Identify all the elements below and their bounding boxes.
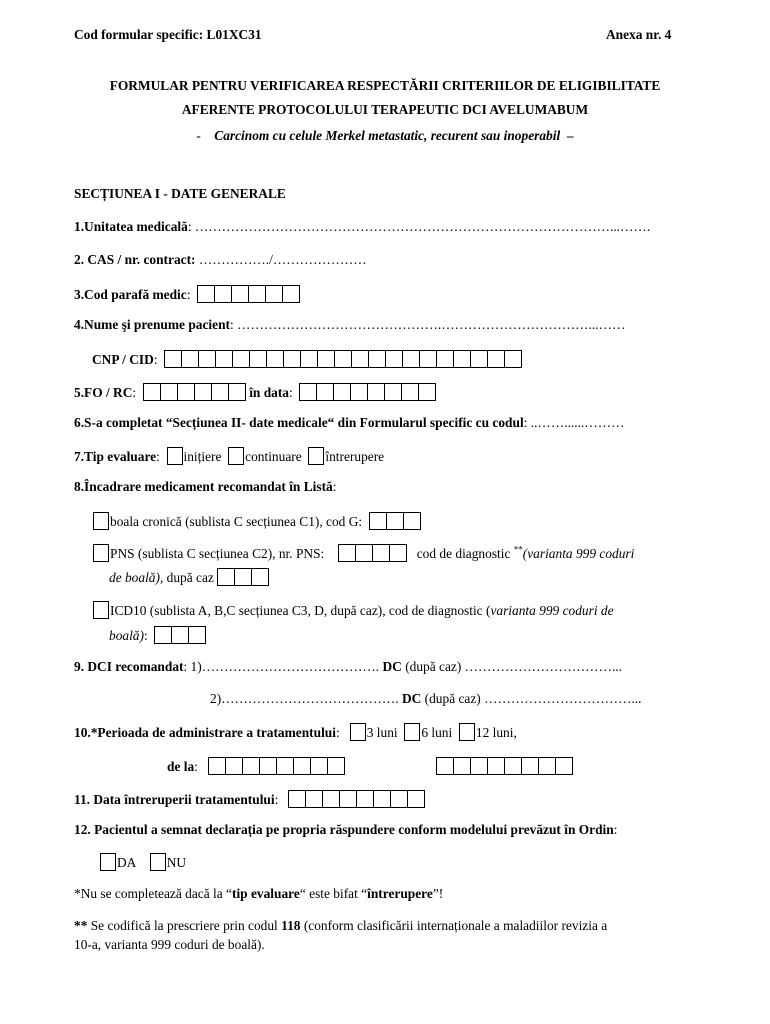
input-box[interactable] <box>198 285 215 303</box>
input-box[interactable] <box>250 350 267 368</box>
input-box[interactable] <box>283 285 300 303</box>
input-box[interactable] <box>539 757 556 775</box>
option-label: întrerupere <box>325 449 385 464</box>
input-box[interactable] <box>356 544 373 562</box>
input-box[interactable] <box>284 350 301 368</box>
note-text: tip evaluare <box>232 886 300 901</box>
variant-note: de boală) <box>109 570 160 585</box>
field-treatment-period: 10.*Perioada de administrare a tratamentului: 3 luni 6 luni 12 luni, <box>74 725 517 740</box>
subtitle-prefix: - <box>196 128 201 143</box>
doctor-code-boxes[interactable] <box>197 285 300 303</box>
field-label: 4.Nume şi prenume pacient <box>74 317 230 332</box>
option-icd10-line2: boală): <box>109 626 206 644</box>
subtitle-text: Carcinom cu celule Merkel metastatic, recurent sau inoperabil <box>214 128 561 143</box>
option-chronic-disease <box>93 512 421 530</box>
field-label: 8.Încadrare medicament recomandat în Listă <box>74 479 333 494</box>
icd10-code-boxes[interactable] <box>154 626 206 644</box>
input-box[interactable] <box>335 350 352 368</box>
input-box[interactable] <box>391 790 408 808</box>
checkbox-icd10[interactable] <box>93 601 109 619</box>
input-box[interactable] <box>266 285 283 303</box>
input-box[interactable] <box>294 757 311 775</box>
form-subtitle <box>0 128 770 144</box>
fo-date-boxes[interactable] <box>299 383 436 401</box>
input-box[interactable] <box>215 285 232 303</box>
option-pns <box>93 544 634 562</box>
input-box[interactable] <box>229 383 246 401</box>
checkbox-yes[interactable] <box>100 853 116 871</box>
footnote-1 <box>74 886 443 902</box>
option-label: boala cronică (sublista C secțiunea C1), cod G: <box>110 514 363 529</box>
input-box[interactable] <box>232 285 249 303</box>
input-box[interactable] <box>317 383 334 401</box>
input-box[interactable] <box>172 626 189 644</box>
field-patient-declaration: 12. Pacientul a semnat declarația pe propria răspundere conform modelului prevăzut în Ordin: <box>74 822 618 837</box>
field-medical-unit <box>74 219 650 235</box>
input-box[interactable] <box>386 350 403 368</box>
field-list-classification: 8.Încadrare medicament recomandat în Listă: <box>74 479 337 494</box>
field-recommended-dci-1 <box>74 659 622 675</box>
field-period-from: de la: <box>167 757 345 775</box>
note-text: ** <box>74 918 88 933</box>
checkbox-intrerupere[interactable] <box>308 447 324 465</box>
input-box[interactable] <box>408 790 425 808</box>
checkbox-3-months[interactable] <box>350 723 366 741</box>
input-box[interactable] <box>334 383 351 401</box>
annex-number: Anexa nr. 4 <box>606 27 672 42</box>
checkbox-6-months[interactable] <box>404 723 420 741</box>
note-text: “ este bifat “ <box>299 886 368 901</box>
declaration-options <box>100 853 186 871</box>
footnote-2-line2: 10-a, varianta 999 coduri de boală). <box>74 937 265 952</box>
option-label: inițiere <box>183 449 222 464</box>
form-code: Cod formular specific: L01XC31 <box>74 27 262 42</box>
input-box[interactable] <box>368 383 385 401</box>
checkbox-no[interactable] <box>150 853 166 871</box>
note-text: întrerupere <box>367 886 433 901</box>
footnote-2 <box>74 918 607 934</box>
input-box[interactable] <box>419 383 436 401</box>
note-text: *Nu se completează dacă la “ <box>74 886 232 901</box>
variant-note: (varianta 999 coduri <box>522 546 635 561</box>
checkbox-initiere[interactable] <box>167 447 183 465</box>
input-box[interactable] <box>243 757 260 775</box>
input-box[interactable] <box>233 350 250 368</box>
field-label: 3.Cod parafă medic <box>74 287 187 302</box>
checkbox-pns[interactable] <box>93 544 109 562</box>
input-box[interactable] <box>209 757 226 775</box>
input-box[interactable] <box>182 350 199 368</box>
input-box[interactable] <box>385 383 402 401</box>
input-box[interactable] <box>390 544 407 562</box>
note-text: 118 <box>281 918 301 933</box>
field-patient-name <box>74 317 625 333</box>
input-box[interactable] <box>522 757 539 775</box>
input-box[interactable] <box>351 383 368 401</box>
section-heading: SECȚIUNEA I - DATE GENERALE <box>74 186 286 201</box>
input-box[interactable] <box>155 626 172 644</box>
input-box[interactable] <box>471 350 488 368</box>
input-box[interactable] <box>420 350 437 368</box>
input-box[interactable] <box>323 790 340 808</box>
field-section2-code <box>74 415 624 431</box>
field-cas-contract <box>74 252 367 268</box>
input-box[interactable] <box>301 350 318 368</box>
input-box[interactable] <box>339 544 356 562</box>
input-box[interactable] <box>454 757 471 775</box>
footnote-mark: ** <box>513 544 523 555</box>
input-box[interactable] <box>277 757 294 775</box>
input-box[interactable] <box>488 757 505 775</box>
field-doctor-stamp-code: 3.Cod parafă medic: <box>74 285 300 303</box>
input-box[interactable] <box>318 350 335 368</box>
input-box[interactable] <box>328 757 345 775</box>
input-box[interactable] <box>402 383 419 401</box>
input-box[interactable] <box>144 383 161 401</box>
cnp-boxes[interactable] <box>164 350 522 368</box>
fill-line[interactable]: (după caz) ……………………………... <box>421 691 642 706</box>
input-box[interactable] <box>226 757 243 775</box>
field-label: 1.Unitatea medicală <box>74 219 188 234</box>
input-box[interactable] <box>471 757 488 775</box>
input-box[interactable] <box>300 383 317 401</box>
dc-label: DC <box>382 659 402 674</box>
field-label: 12. Pacientul a semnat declarația pe propria răspundere conform modelului prevăzut în Ordin <box>74 822 614 837</box>
option-label: NU <box>166 855 187 870</box>
start-date-boxes[interactable] <box>208 757 345 775</box>
as-case-label: , după caz <box>159 570 214 585</box>
field-label: 5.FO / RC <box>74 385 133 400</box>
input-box[interactable] <box>289 790 306 808</box>
field-label: 11. Data întreruperii tratamentului <box>74 792 275 807</box>
form-title-line1: FORMULAR PENTRU VERIFICAREA RESPECTĂRII CRITERIILOR DE ELIGIBILITATE <box>109 78 661 93</box>
option-label: ICD10 (sublista A, B,C secțiunea C3, D, după caz), cod de diagnostic ( <box>110 603 491 618</box>
fill-line[interactable]: (după caz) ……………………………... <box>401 659 623 674</box>
option-icd10 <box>93 601 614 619</box>
fill-line[interactable]: : 1)…………………………………. <box>183 659 380 674</box>
field-cnp: CNP / CID: <box>92 350 522 368</box>
input-box[interactable] <box>437 757 454 775</box>
input-box[interactable] <box>373 544 390 562</box>
input-box[interactable] <box>195 383 212 401</box>
input-box[interactable] <box>404 512 421 530</box>
field-label: CNP / CID <box>92 352 154 367</box>
option-label: 12 luni, <box>475 725 517 740</box>
input-box[interactable] <box>189 626 206 644</box>
option-label: PNS (sublista C secțiunea C2), nr. PNS: <box>110 546 325 561</box>
field-fo-rc: 5.FO / RC: în data: <box>74 383 436 401</box>
field-label: 2. CAS / nr. contract: <box>74 252 196 267</box>
option-label: DA <box>117 855 137 870</box>
variant-note: boală) <box>109 628 144 643</box>
checkbox-chronic-disease[interactable] <box>93 512 109 530</box>
input-box[interactable] <box>311 757 328 775</box>
fill-line[interactable]: ……………./………………… <box>195 252 367 267</box>
note-text: (conform clasificării internaționale a maladiilor revizia a <box>300 918 608 933</box>
input-box[interactable] <box>340 790 357 808</box>
field-interruption-date: 11. Data întreruperii tratamentului: <box>74 790 425 808</box>
input-box[interactable] <box>212 383 229 401</box>
variant-note: varianta 999 coduri de <box>490 603 614 618</box>
field-period-to <box>436 757 573 775</box>
input-box[interactable] <box>161 383 178 401</box>
end-date-boxes[interactable] <box>436 757 573 775</box>
input-box[interactable] <box>252 568 269 586</box>
input-box[interactable] <box>556 757 573 775</box>
input-box[interactable] <box>488 350 505 368</box>
input-box[interactable] <box>437 350 454 368</box>
input-box[interactable] <box>216 350 233 368</box>
input-box[interactable] <box>403 350 420 368</box>
checkbox-continuare[interactable] <box>228 447 244 465</box>
option-pns-line2 <box>109 568 269 586</box>
checkbox-12-months[interactable] <box>459 723 475 741</box>
input-box[interactable] <box>267 350 284 368</box>
date-label: în data <box>249 385 289 400</box>
input-box[interactable] <box>505 350 522 368</box>
fill-line[interactable]: : ..……......……… <box>523 415 625 430</box>
input-box[interactable] <box>218 568 235 586</box>
input-box[interactable] <box>178 383 195 401</box>
option-label: 6 luni <box>421 725 453 740</box>
input-box[interactable] <box>165 350 182 368</box>
input-box[interactable] <box>260 757 277 775</box>
field-label: 10.*Perioada de administrare a tratamentului <box>74 725 336 740</box>
diagnostic-label: cod de diagnostic <box>416 546 511 561</box>
field-label: de la <box>167 759 195 774</box>
field-label: 9. DCI recomandat <box>74 659 184 674</box>
input-box[interactable] <box>374 790 391 808</box>
input-box[interactable] <box>387 512 404 530</box>
form-title-line2: AFERENTE PROTOCOLULUI TERAPEUTIC DCI AVELUMABUM <box>181 102 589 117</box>
input-box[interactable] <box>505 757 522 775</box>
fill-line[interactable]: 2)…………………………………. <box>210 691 399 706</box>
pns-diagnostic-boxes[interactable] <box>217 568 269 586</box>
field-label: 7.Tip evaluare <box>74 449 157 464</box>
note-text: Se codifică la prescriere prin codul <box>87 918 282 933</box>
fill-line[interactable]: : ……………………………………….……………………………...…… <box>229 317 626 332</box>
fo-rc-boxes[interactable] <box>143 383 246 401</box>
g-code-boxes[interactable] <box>369 512 421 530</box>
input-box[interactable] <box>454 350 471 368</box>
input-box[interactable] <box>370 512 387 530</box>
dc-label: DC <box>401 691 422 706</box>
field-recommended-dci-2 <box>210 691 641 707</box>
field-label: 6.S-a completat “Secțiunea II- date medicale“ din Formularul specific cu codul <box>74 415 524 430</box>
input-box[interactable] <box>352 350 369 368</box>
note-text: ”! <box>432 886 444 901</box>
input-box[interactable] <box>235 568 252 586</box>
input-box[interactable] <box>249 285 266 303</box>
option-label: continuare <box>245 449 302 464</box>
input-box[interactable] <box>306 790 323 808</box>
input-box[interactable] <box>199 350 216 368</box>
input-box[interactable] <box>369 350 386 368</box>
interruption-date-boxes[interactable] <box>288 790 425 808</box>
subtitle-suffix: – <box>566 128 574 143</box>
fill-line[interactable]: : …………………………………………………………………………………...……. <box>187 219 651 234</box>
input-box[interactable] <box>357 790 374 808</box>
pns-number-boxes[interactable] <box>338 544 407 562</box>
field-evaluation-type: 7.Tip evaluare: inițiere continuare întrerupere <box>74 449 385 464</box>
option-label: 3 luni <box>366 725 398 740</box>
